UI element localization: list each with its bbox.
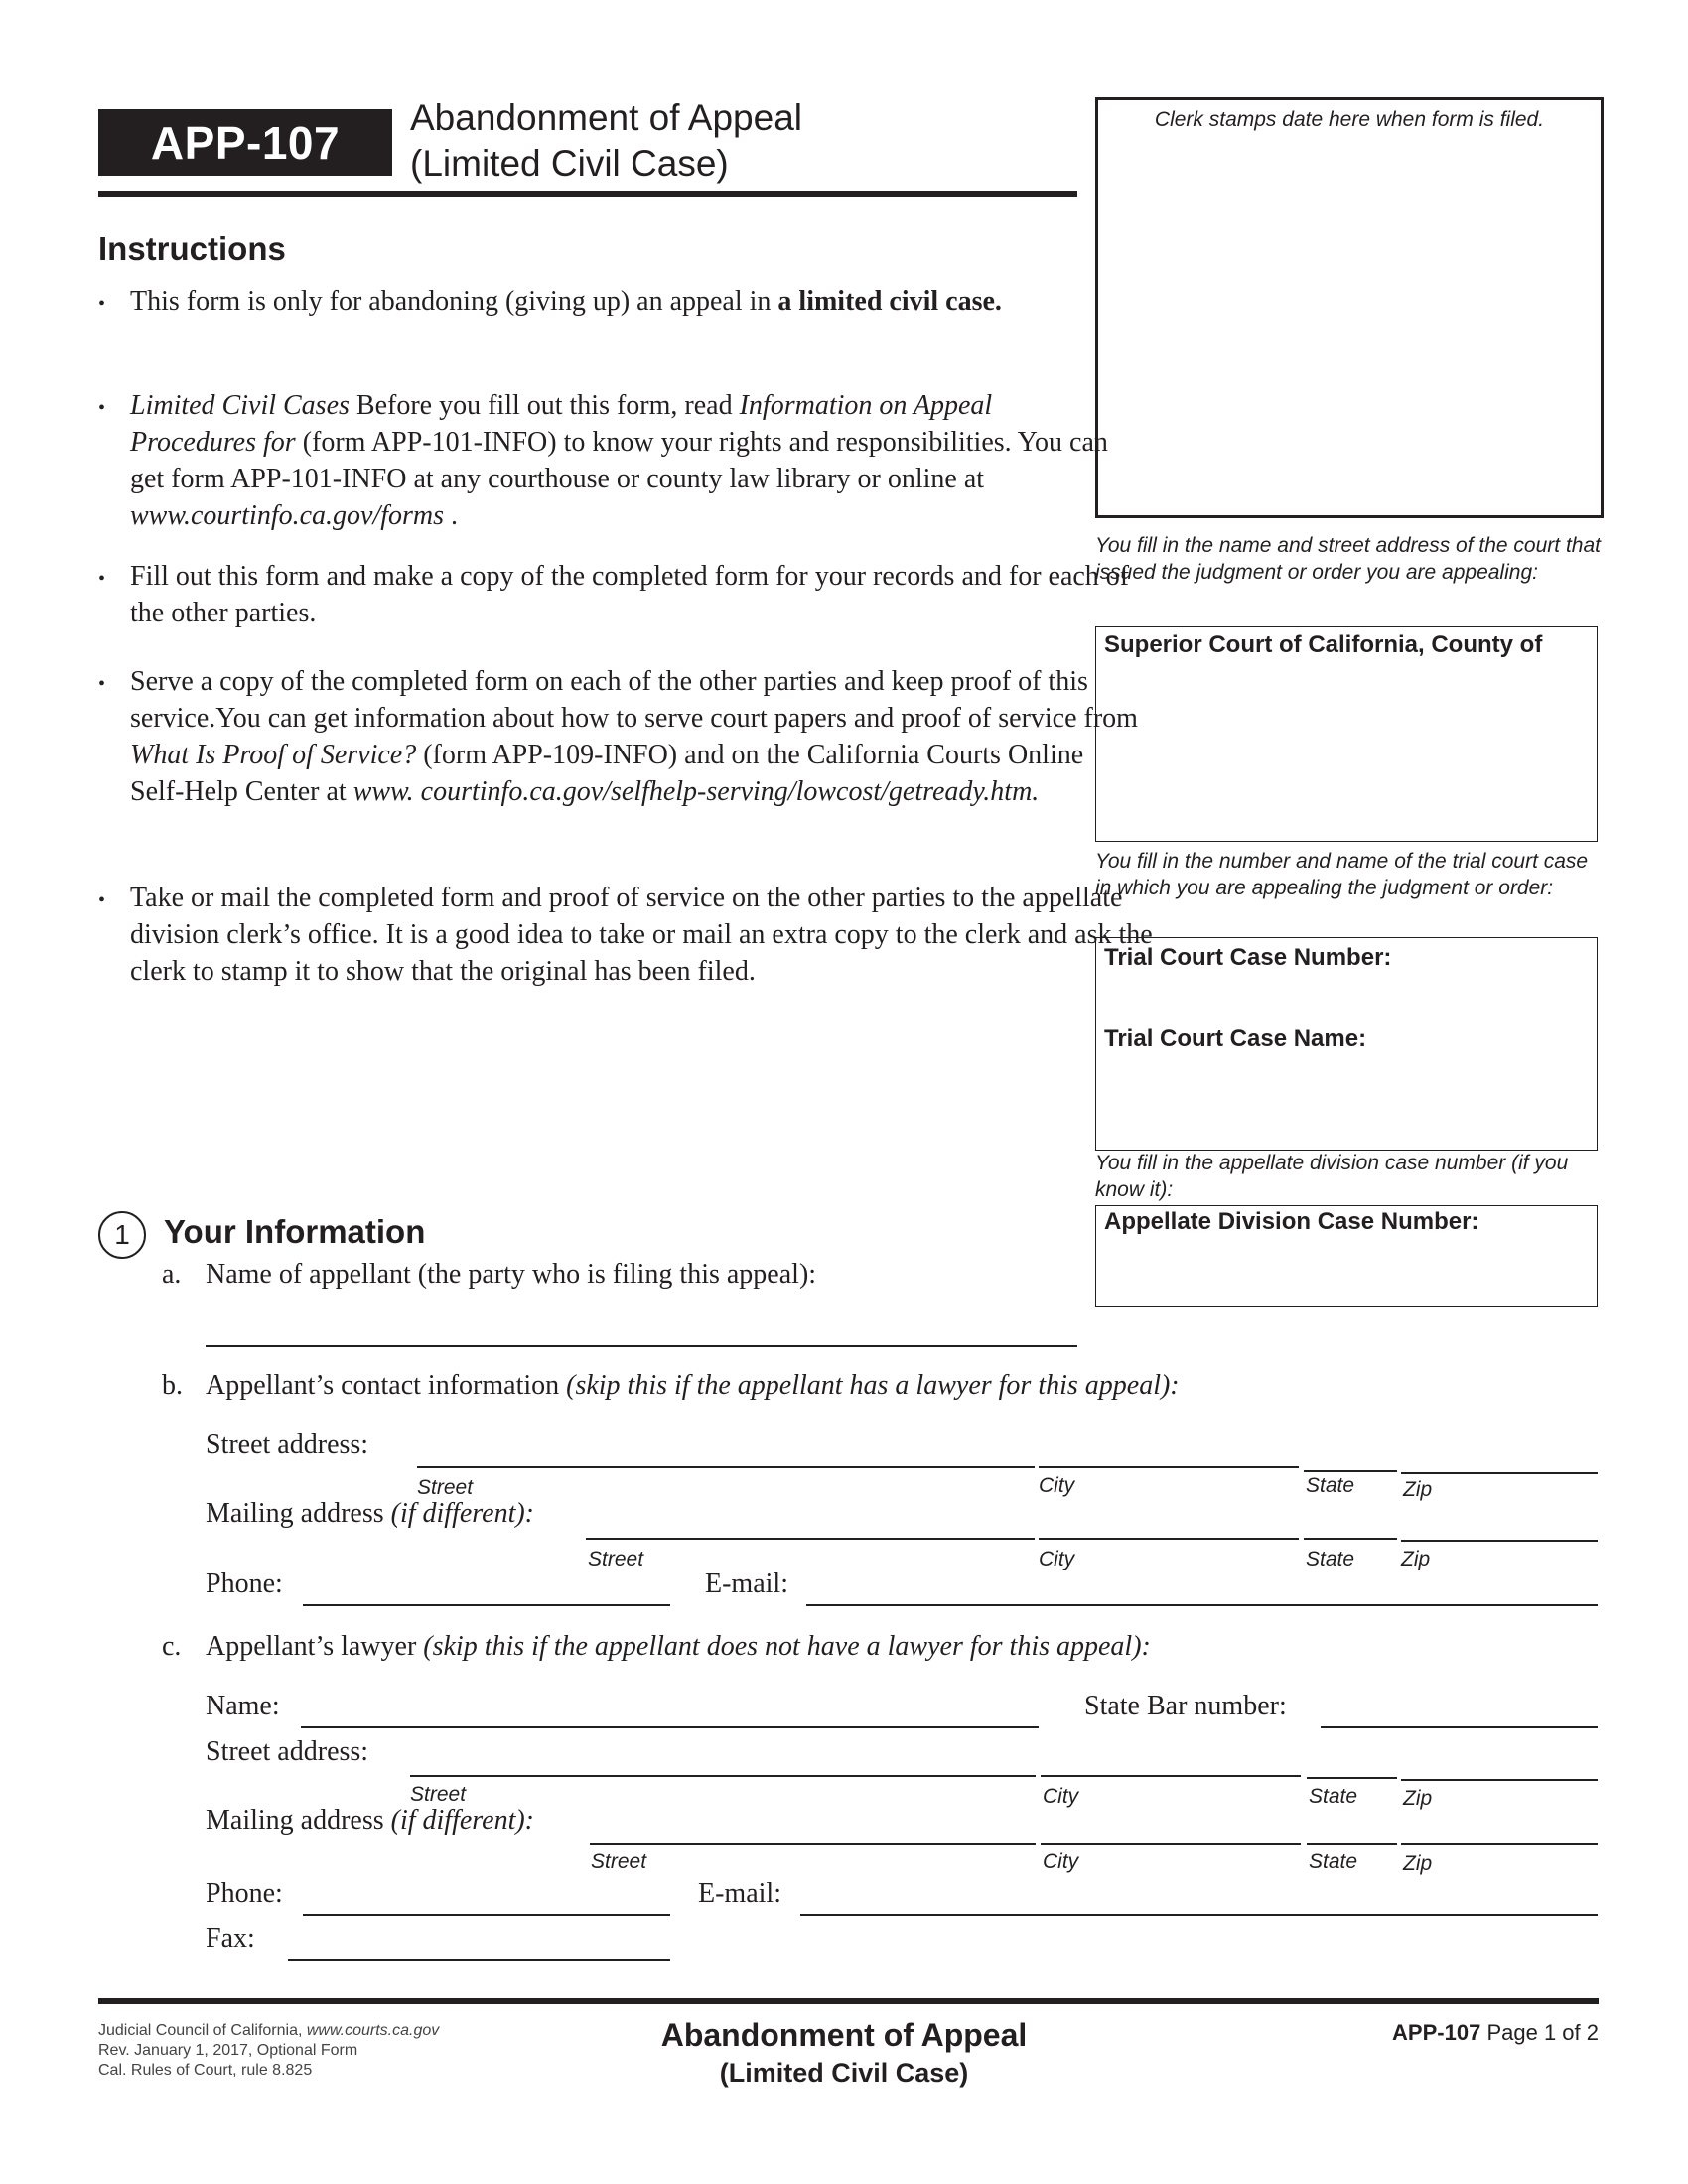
trial-court-case-box (1095, 937, 1598, 1151)
item-b-letter: b. (162, 1370, 183, 1401)
court-name-field[interactable] (1095, 626, 1598, 842)
if-different-note: (if different): (390, 1498, 535, 1529)
instruction-text: Before you fill out this form, read (349, 390, 740, 421)
form-title (410, 95, 802, 187)
footer-citation (98, 2021, 439, 2081)
lawyer-fax-field[interactable] (288, 1959, 670, 1961)
state-sublabel: State (1306, 1548, 1355, 1570)
mailing-city-field[interactable] (1039, 1538, 1299, 1540)
instruction-text: Serve a copy of the completed form on each of the other parties and keep proof of this service.You can get information about how to serve court papers and proof of service from (130, 666, 1138, 734)
street-address-label: Street address: (206, 1430, 369, 1460)
contact-info-label (206, 1370, 1180, 1402)
footer-rule (98, 1998, 1599, 2004)
city-sublabel: City (1043, 1785, 1079, 1808)
instruction-text: Fill out this form and make a copy of the completed form for your records and for each of the other parties. (130, 561, 1130, 628)
appellate-case-number-field[interactable] (1095, 1205, 1598, 1307)
lawyer-mailing-state-field[interactable] (1307, 1843, 1397, 1845)
lawyer-city-field[interactable] (1041, 1775, 1301, 1777)
court-name-label: Superior Court of California, County of (1104, 631, 1543, 658)
state-bar-label: State Bar number: (1084, 1691, 1287, 1721)
lawyer-name-field[interactable] (301, 1726, 1039, 1728)
instruction-text: Take or mail the completed form and proof of service on the other parties to the appellate division clerk’s office. It is a good idea to take or mail an extra copy to the clerk and ask the clerk to stamp it to show that the original has been filed. (130, 883, 1153, 987)
form-number-badge: APP-107 (98, 109, 392, 176)
lawyer-phone-field[interactable] (303, 1914, 670, 1916)
phone-field[interactable] (303, 1604, 670, 1606)
clerk-stamp-caption: Clerk stamps date here when form is filed. (1154, 108, 1545, 131)
instructions-heading: Instructions (98, 230, 286, 267)
zip-sublabel: Zip (1401, 1548, 1431, 1570)
mailing-address-text: Mailing address (206, 1805, 391, 1836)
street-field[interactable] (417, 1466, 1035, 1468)
street-sublabel: Street (417, 1476, 474, 1499)
form-title-line2: (Limited Civil Case) (410, 143, 729, 184)
bullet-icon: • (98, 397, 106, 419)
email-field[interactable] (806, 1604, 1598, 1606)
state-sublabel: State (1306, 1474, 1355, 1497)
instruction-text: This form is only for abandoning (giving up) an appeal in (130, 286, 778, 317)
appellate-case-number-label: Appellate Division Case Number: (1104, 1208, 1479, 1235)
instruction-doc-title: Information on Appeal Procedures for (130, 390, 993, 458)
city-sublabel: City (1043, 1850, 1079, 1873)
footer-line3: Cal. Rules of Court, rule 8.825 (98, 2062, 313, 2079)
lawyer-fax-label: Fax: (206, 1923, 255, 1954)
zip-sublabel: Zip (1403, 1852, 1433, 1875)
state-bar-field[interactable] (1321, 1726, 1598, 1728)
court-box-note: You fill in the name and street address of the court that issued the judgment or order you are appealing: (1095, 534, 1601, 584)
street-sublabel: Street (591, 1850, 647, 1873)
forms-link[interactable]: www.courtinfo.ca.gov/forms (130, 500, 445, 531)
footer-form-number: APP-107 (1392, 2020, 1481, 2045)
lawyer-note: (skip this if the appellant does not have a lawyer for this appeal): (423, 1631, 1151, 1662)
mailing-zip-field[interactable] (1401, 1540, 1598, 1542)
lawyer-mailing-city-field[interactable] (1041, 1843, 1301, 1845)
contact-info-note: (skip this if the appellant has a lawyer for this appeal): (566, 1370, 1180, 1401)
city-sublabel: City (1039, 1474, 1075, 1497)
lawyer-zip-field[interactable] (1401, 1779, 1598, 1781)
footer-title-line2: (Limited Civil Case) (719, 2058, 969, 2088)
section-title: Your Information (164, 1213, 426, 1250)
lawyer-mailing-street-field[interactable] (590, 1843, 1036, 1845)
mailing-address-label (206, 1498, 534, 1530)
trial-case-number-label: Trial Court Case Number: (1104, 944, 1392, 971)
appellant-name-label: Name of appellant (the party who is filing this appeal): (206, 1259, 817, 1290)
bullet-icon: • (98, 889, 106, 911)
zip-sublabel: Zip (1403, 1478, 1433, 1501)
page-number: Page 1 of 2 (1486, 2020, 1599, 2045)
item-c-letter: c. (162, 1631, 182, 1662)
phone-label: Phone: (206, 1569, 283, 1599)
instruction-emphasis: a limited civil case. (777, 286, 1002, 317)
footer-title-line1: Abandonment of Appeal (660, 2017, 1028, 2053)
appellant-name-field[interactable] (206, 1345, 1077, 1347)
lawyer-state-field[interactable] (1307, 1777, 1397, 1779)
footer-publisher: Judicial Council of California, (98, 2022, 307, 2039)
state-sublabel: State (1309, 1785, 1358, 1808)
section-number: 1 (98, 1211, 146, 1259)
state-field[interactable] (1304, 1470, 1397, 1472)
self-help-link[interactable]: www. courtinfo.ca.gov/selfhelp-serving/lowcost/getready.htm. (352, 776, 1040, 807)
instruction-doc-title: What Is Proof of Service? (130, 740, 417, 770)
footer-website: www.courts.ca.gov (306, 2022, 440, 2039)
bullet-icon: • (98, 673, 106, 695)
instruction-text: (form APP-101-INFO) to know your rights and responsibilities. You can get form APP-101-INFO at any courthouse or county law library or online at (130, 427, 1108, 494)
city-field[interactable] (1039, 1466, 1299, 1468)
trial-case-name-label: Trial Court Case Name: (1104, 1025, 1367, 1052)
trial-box-note: You fill in the number and name of the trial court case in which you are appealing the judgment or order: (1095, 850, 1589, 899)
appellate-box-note: You fill in the appellate division case number (if you know it): (1095, 1152, 1569, 1201)
lawyer-mailing-address-label (206, 1805, 534, 1837)
lawyer-mailing-zip-field[interactable] (1401, 1843, 1598, 1845)
mailing-street-field[interactable] (586, 1538, 1035, 1540)
trial-case-number-field[interactable] (1104, 965, 1581, 1015)
lawyer-label (206, 1631, 1151, 1663)
contact-info-text: Appellant’s contact information (206, 1370, 567, 1401)
item-a-letter: a. (162, 1259, 182, 1290)
lawyer-text: Appellant’s lawyer (206, 1631, 424, 1662)
bullet-icon: • (98, 568, 106, 590)
email-label: E-mail: (705, 1569, 788, 1599)
lawyer-street-address-label: Street address: (206, 1736, 369, 1767)
footer-title (556, 2017, 1132, 2089)
instruction-emphasis: Limited Civil Cases (130, 390, 350, 421)
bullet-icon: • (98, 293, 106, 315)
state-sublabel: State (1309, 1850, 1358, 1873)
street-sublabel: Street (588, 1548, 644, 1570)
if-different-note: (if different): (390, 1805, 535, 1836)
footer-line1 (98, 2021, 439, 2041)
mailing-state-field[interactable] (1304, 1538, 1397, 1540)
header-rule (98, 191, 1077, 197)
lawyer-street-field[interactable] (410, 1775, 1036, 1777)
instruction-text: (form APP-109-INFO) and on the California Courts Online Self-Help Center at (130, 740, 1084, 807)
clerk-stamp-box (1095, 97, 1604, 518)
footer-page-info (1370, 2020, 1599, 2046)
street-sublabel: Street (410, 1783, 467, 1806)
trial-case-name-field[interactable] (1104, 1057, 1581, 1137)
zip-sublabel: Zip (1403, 1787, 1433, 1810)
mailing-address-text: Mailing address (206, 1498, 391, 1529)
form-title-line1: Abandonment of Appeal (410, 97, 802, 138)
city-sublabel: City (1039, 1548, 1075, 1570)
lawyer-name-label: Name: (206, 1691, 280, 1721)
lawyer-email-label: E-mail: (698, 1878, 781, 1909)
lawyer-phone-label: Phone: (206, 1878, 283, 1909)
zip-field[interactable] (1401, 1472, 1598, 1474)
instruction-text: . (444, 500, 459, 531)
lawyer-email-field[interactable] (800, 1914, 1598, 1916)
footer-line2: Rev. January 1, 2017, Optional Form (98, 2042, 358, 2059)
